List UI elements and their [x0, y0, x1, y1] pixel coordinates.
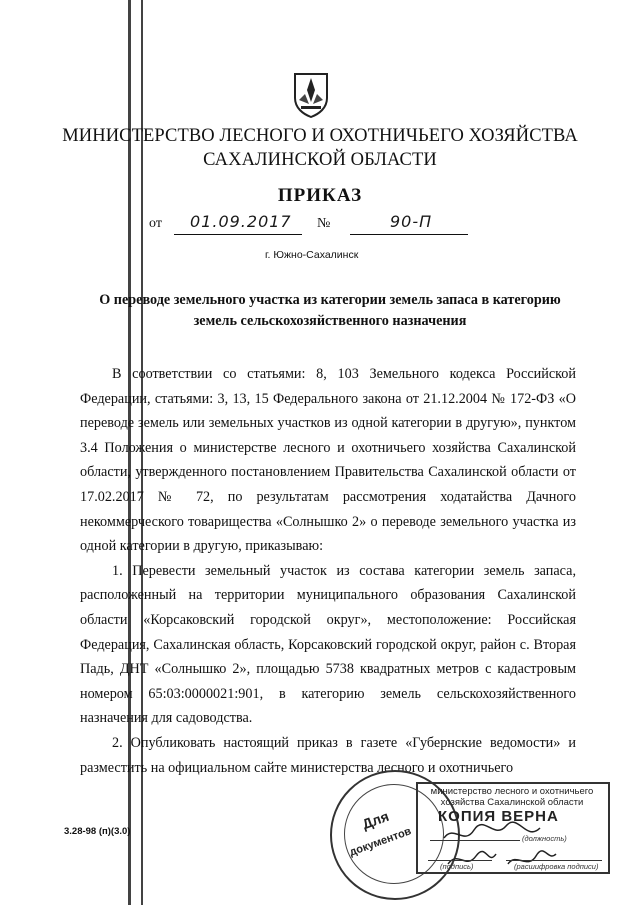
copy-stamp-organization: министерство лесного и охотничьего хозяйства Сахалинской области: [430, 786, 594, 808]
subject-line1: О переводе земельного участка из категории земель запаса в категорию: [99, 292, 561, 308]
round-stamp-word2: документов: [347, 825, 413, 859]
ministry-name-line2: САХАЛИНСКОЙ ОБЛАСТИ: [203, 150, 437, 170]
date-underline: [174, 234, 302, 235]
round-stamp-word1: Для: [360, 807, 391, 833]
signature-label: (подпись): [440, 862, 474, 871]
document-type: ПРИКАЗ: [277, 185, 363, 206]
copy-stamp-title: КОПИЯ ВЕРНА: [438, 808, 559, 825]
form-code: 3.28-98 (п)(3.0): [64, 826, 131, 837]
decoding-line: [506, 860, 602, 861]
decoding-label: (расшифровка подписи): [514, 862, 599, 871]
number-prefix: №: [317, 216, 331, 231]
city-name: г. Южно-Сахалинск: [265, 249, 359, 261]
date-prefix: от: [149, 216, 162, 231]
subject-line2: земель сельскохозяйственного назначения: [193, 313, 467, 329]
position-label: (должность): [522, 834, 567, 843]
order-number: 90-П: [390, 212, 433, 231]
order-item-2: 2. Опубликовать настоящий приказ в газете «Губернские ведомости» и разместить на официальном сайте министерства лесного и охотничьего: [80, 734, 576, 776]
preamble-paragraph: В соответствии со статьями: 8, 103 Земельного кодекса Российской Федерации, статьями: 3, 13, 15 Федерального закона от 21.12.2004 № 172-ФЗ «О переводе земель или земельных участков из одной категории в другую», пунктом 3.4 Положения о министерстве лесного и охотничьего хозяйства Сахалинской области, утвержденного постановлением Правительства Сахалинской области от 17.02.2017 № 72, по результатам рассмотрения ходатайства Дачного некоммерческого товарищества «Солнышко 2» о переводе земельного участка из одной категории в другую, приказываю:: [80, 366, 576, 555]
signature-line: [428, 860, 492, 861]
order-date: 01.09.2017: [190, 212, 292, 231]
document-body: [80, 362, 576, 780]
coat-of-arms-icon: [291, 72, 331, 118]
number-underline: [350, 234, 468, 235]
order-item-1: 1. Перевести земельный участок из состава категории земель запаса, расположенный на территории муниципального образования Сахалинской области «Корсаковский городской округ», местоположение: Российская Федерация, Сахалинская область, Корсаковский городской округ, район с. Вторая Падь, ДНТ «Солнышко 2», площадью 5738 квадратных метров с кадастровым номером 65:03:0000021:901, в категорию земель сельскохозяйственного назначения для садоводства.: [80, 562, 576, 727]
ministry-name-line1: МИНИСТЕРСТВО ЛЕСНОГО И ОХОТНИЧЬЕГО ХОЗЯЙСТВА: [62, 126, 578, 146]
